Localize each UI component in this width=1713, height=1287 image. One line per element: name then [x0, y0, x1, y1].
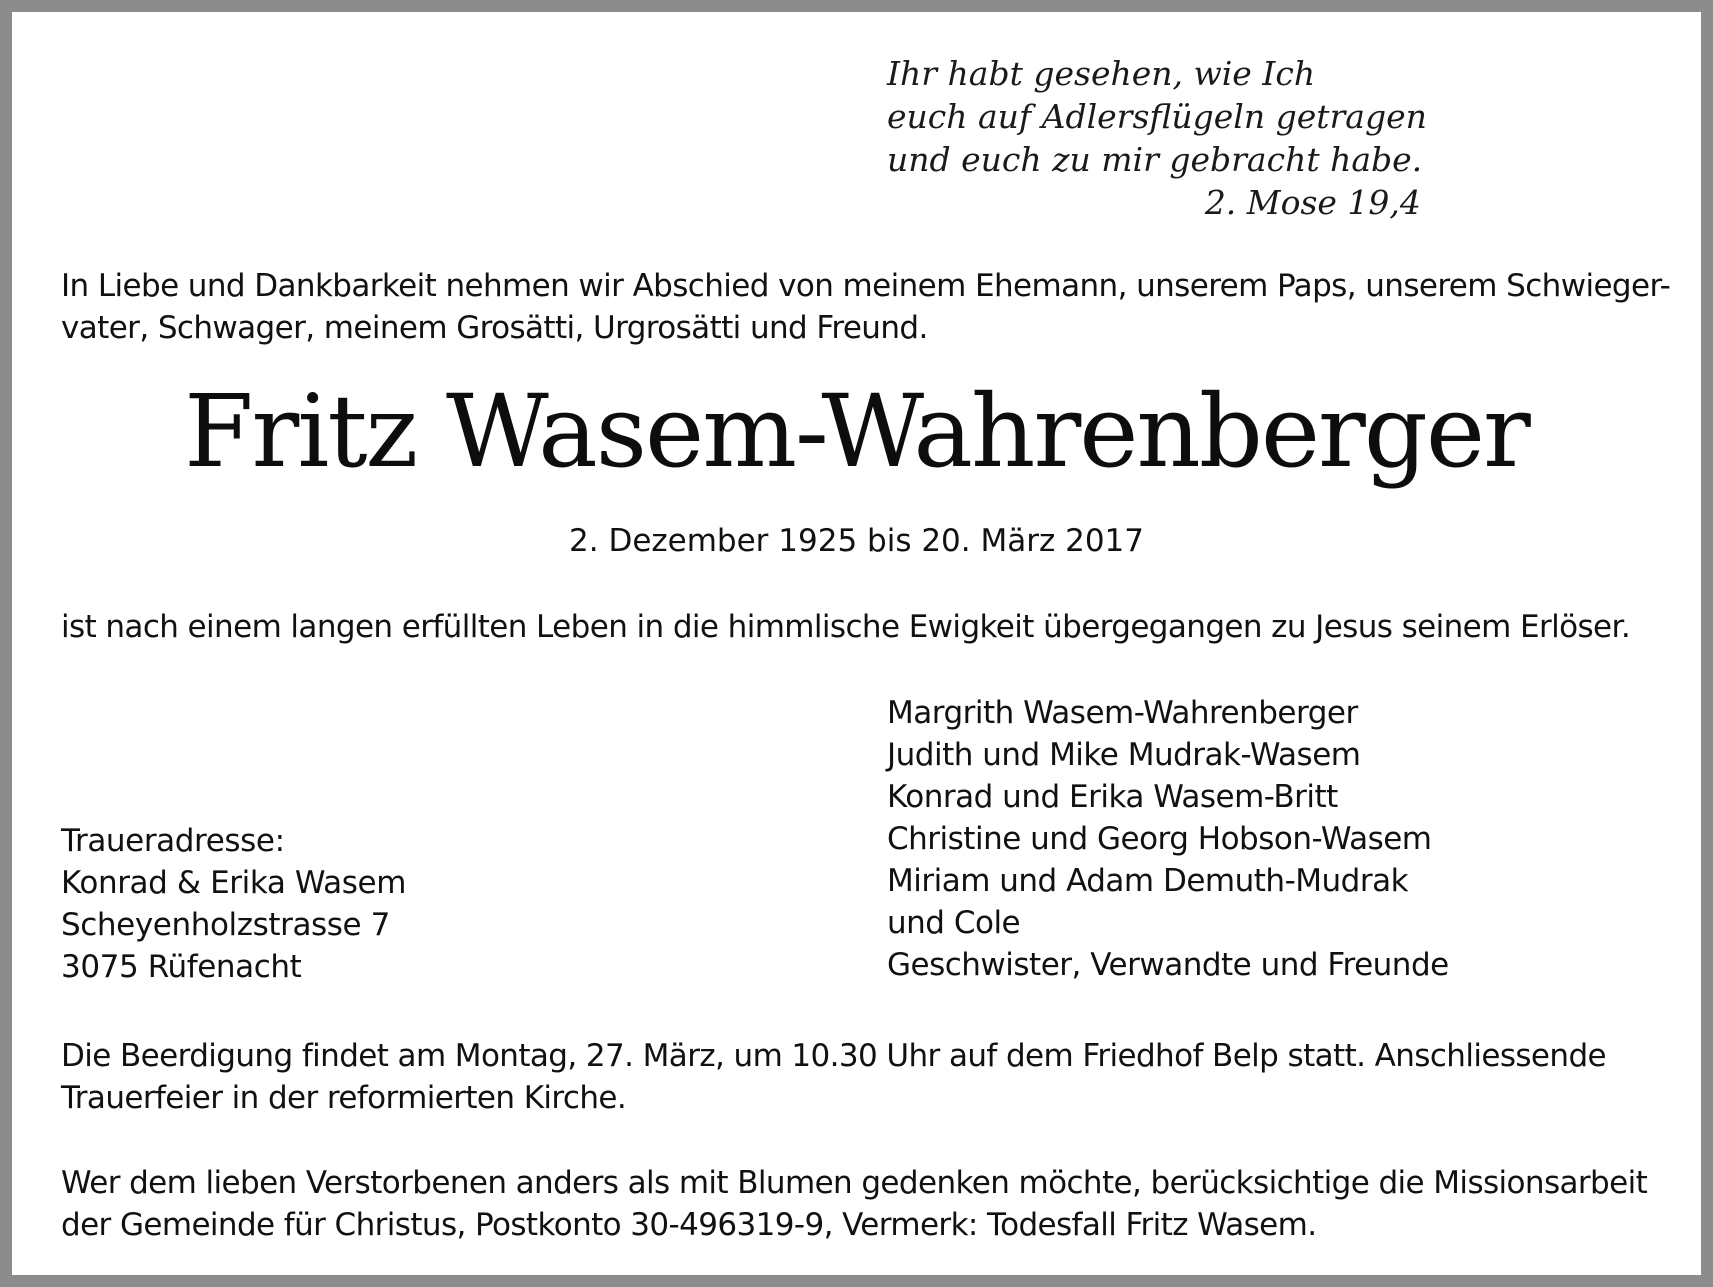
- bible-verse: [887, 52, 1427, 224]
- mourner-entry: Miriam und Adam Demuth-Mudrak: [887, 863, 1409, 899]
- mourner-entry: Christine und Georg Hobson-Wasem: [887, 821, 1432, 857]
- funeral-line: Die Beerdigung findet am Montag, 27. März, um 10.30 Uhr auf dem Friedhof Belp statt. Anschliessende: [61, 1038, 1607, 1074]
- mourners-list: [887, 692, 1449, 986]
- address-line: 3075 Rüfenacht: [61, 949, 302, 985]
- address-line: Scheyenholzstrasse 7: [61, 907, 391, 943]
- mourner-entry: Margrith Wasem-Wahrenberger: [887, 695, 1358, 731]
- obituary-sheet: [12, 12, 1701, 1275]
- mourner-entry: und Cole: [887, 905, 1021, 941]
- mourner-entry: Geschwister, Verwandte und Freunde: [887, 947, 1449, 983]
- verse-reference: 2. Mose 19,4: [1204, 183, 1421, 222]
- deceased-name: Fritz Wasem-Wahrenberger: [184, 373, 1529, 490]
- intro-paragraph: [61, 265, 1671, 349]
- address-line: Konrad & Erika Wasem: [61, 865, 406, 901]
- intro-line: vater, Schwager, meinem Grosätti, Urgrosätti und Freund.: [61, 310, 928, 346]
- mourner-entry: Judith und Mike Mudrak-Wasem: [887, 737, 1361, 773]
- verse-line: euch auf Adlersflügeln getragen: [887, 97, 1427, 136]
- funeral-line: Trauerfeier in der reformierten Kirche.: [61, 1080, 627, 1116]
- donation-notice: [61, 1162, 1666, 1246]
- life-dates: 2. Dezember 1925 bis 20. März 2017: [569, 523, 1144, 559]
- donation-line: Wer dem lieben Verstorbenen anders als mit Blumen gedenken möchte, berücksichtige die Missionsarbeit: [61, 1165, 1648, 1201]
- verse-line: Ihr habt gesehen, wie Ich: [887, 54, 1316, 93]
- mourning-address: [61, 820, 406, 988]
- passing-statement: ist nach einem langen erfüllten Leben in die himmlische Ewigkeit übergegangen zu Jesus seinem Erlöser.: [61, 609, 1631, 645]
- funeral-notice: [61, 1035, 1666, 1119]
- donation-line: der Gemeinde für Christus, Postkonto 30-496319-9, Vermerk: Todesfall Fritz Wasem.: [61, 1207, 1317, 1243]
- address-label: Traueradresse:: [61, 823, 285, 859]
- verse-line: und euch zu mir gebracht habe.: [887, 140, 1423, 179]
- intro-line: In Liebe und Dankbarkeit nehmen wir Abschied von meinem Ehemann, unserem Paps, unserem Schwieger-: [61, 268, 1671, 304]
- mourner-entry: Konrad und Erika Wasem-Britt: [887, 779, 1338, 815]
